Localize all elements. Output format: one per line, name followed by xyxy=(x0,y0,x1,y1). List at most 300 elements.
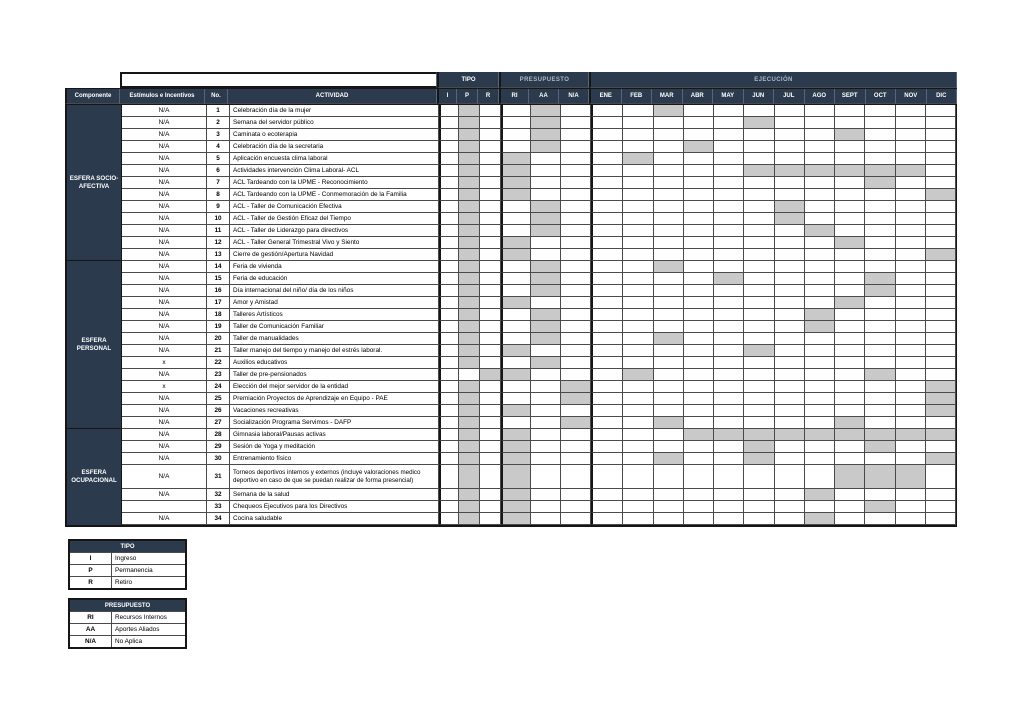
actividad-cell: ACL - Taller General Trimestral Vivo y Siento xyxy=(230,237,439,249)
presupuesto-cell-ri xyxy=(501,165,531,177)
row-number-cell: 15 xyxy=(207,273,230,285)
tipo-cell-i xyxy=(439,333,459,345)
month-cell-jul xyxy=(775,189,805,201)
estimulo-cell: N/A xyxy=(122,177,207,189)
month-cell-nov xyxy=(896,297,926,309)
month-cell-dic xyxy=(926,489,956,501)
presupuesto-cell-aa xyxy=(531,117,561,129)
header-spacer xyxy=(65,72,120,88)
legend-presupuesto-label: Recursos Internos xyxy=(115,614,167,621)
month-cell-mar xyxy=(654,285,684,297)
month-cell-jul xyxy=(775,453,805,465)
month-cell-mar xyxy=(654,417,684,429)
table-row xyxy=(122,321,956,333)
month-cell-sept xyxy=(835,489,865,501)
month-cell-sept xyxy=(835,501,865,513)
tipo-cell-r xyxy=(480,321,501,333)
month-cell-jul xyxy=(775,261,805,273)
presupuesto-cell-aa xyxy=(531,141,561,153)
tipo-cell-p xyxy=(459,117,480,129)
month-cell-abr xyxy=(684,165,714,177)
legend-presupuesto-rows xyxy=(70,611,185,647)
month-cell-dic xyxy=(926,297,956,309)
month-cell-nov xyxy=(896,237,926,249)
table-row xyxy=(122,213,956,225)
month-cell-ene xyxy=(591,441,623,453)
actividad-cell: Auxilios educativos xyxy=(230,357,439,369)
tipo-cell-p xyxy=(459,465,480,489)
month-cell-feb xyxy=(623,297,653,309)
month-cell-ene xyxy=(591,513,623,525)
month-cell-ago xyxy=(805,465,835,489)
month-cell-jun xyxy=(744,297,774,309)
presupuesto-cell-ri xyxy=(501,129,531,141)
estimulo-cell: N/A xyxy=(122,417,207,429)
table-row xyxy=(122,129,956,141)
actividad-cell: Sesión de Yoga y meditación xyxy=(230,441,439,453)
actividad-cell: Cocina saludable xyxy=(230,513,439,525)
month-cell-ago xyxy=(805,297,835,309)
month-cell-oct xyxy=(865,177,895,189)
legend-presupuesto-row xyxy=(70,611,185,623)
estimulo-cell: N/A xyxy=(122,225,207,237)
month-cell-may xyxy=(714,333,744,345)
tipo-cell-i xyxy=(439,189,459,201)
presupuesto-cell-na xyxy=(561,381,591,393)
month-cell-dic xyxy=(926,153,956,165)
month-cell-ago xyxy=(805,273,835,285)
table-row xyxy=(122,237,956,249)
actividad-cell: Cierre de gestión/Apertura Navidad xyxy=(230,249,439,261)
month-cell-ago xyxy=(805,249,835,261)
month-cell-abr xyxy=(684,153,714,165)
month-cell-abr xyxy=(684,309,714,321)
month-cell-ene xyxy=(591,357,623,369)
presupuesto-cell-ri xyxy=(501,213,531,225)
estimulo-cell: N/A xyxy=(122,369,207,381)
month-cell-may xyxy=(714,225,744,237)
month-cell-ene xyxy=(591,129,623,141)
tipo-cell-r xyxy=(480,513,501,525)
legend-presupuesto-label: No Aplica xyxy=(115,638,142,645)
estimulo-cell: N/A xyxy=(122,405,207,417)
month-cell-jul xyxy=(775,417,805,429)
month-cell-ago xyxy=(805,321,835,333)
month-cell-ene xyxy=(591,177,623,189)
actividad-cell: Talleres Artísticos xyxy=(230,309,439,321)
legend-tipo-code: I xyxy=(70,553,112,564)
month-cell-ene xyxy=(591,117,623,129)
row-number-cell: 34 xyxy=(207,513,230,525)
estimulo-cell: N/A xyxy=(122,129,207,141)
presupuesto-cell-aa xyxy=(531,189,561,201)
actividad-cell: Día internacional del niño/ día de los niños xyxy=(230,285,439,297)
tipo-cell-p xyxy=(459,237,480,249)
tipo-cell-r xyxy=(480,189,501,201)
month-cell-nov xyxy=(896,357,926,369)
componente-column xyxy=(67,105,122,525)
month-cell-sept xyxy=(835,285,865,297)
month-cell-sept xyxy=(835,345,865,357)
month-cell-ago xyxy=(805,225,835,237)
month-cell-oct xyxy=(865,465,895,489)
month-cell-ago xyxy=(805,489,835,501)
tipo-cell-p xyxy=(459,489,480,501)
presupuesto-cell-aa xyxy=(531,429,561,441)
month-cell-oct xyxy=(865,213,895,225)
estimulo-cell: N/A xyxy=(122,201,207,213)
month-cell-jul xyxy=(775,201,805,213)
month-cell-nov xyxy=(896,417,926,429)
presupuesto-cell-ri xyxy=(501,405,531,417)
month-cell-mar xyxy=(654,513,684,525)
presupuesto-cell-na xyxy=(561,177,591,189)
month-cell-dic xyxy=(926,309,956,321)
month-cell-ago xyxy=(805,189,835,201)
month-cell-jun xyxy=(744,369,774,381)
month-cell-jun xyxy=(744,453,774,465)
row-number-cell: 2 xyxy=(207,117,230,129)
month-cell-ene xyxy=(591,249,623,261)
month-cell-may xyxy=(714,453,744,465)
tipo-cell-r xyxy=(480,501,501,513)
month-cell-jul xyxy=(775,501,805,513)
month-cell-mar xyxy=(654,201,684,213)
month-cell-mar xyxy=(654,273,684,285)
month-cell-feb xyxy=(623,357,653,369)
month-cell-may xyxy=(714,357,744,369)
legend-presupuesto-row xyxy=(70,635,185,647)
month-cell-sept xyxy=(835,105,865,117)
presupuesto-cell-aa xyxy=(531,177,561,189)
month-cell-nov xyxy=(896,453,926,465)
month-cell-jun xyxy=(744,273,774,285)
month-cell-dic xyxy=(926,177,956,189)
month-cell-ago xyxy=(805,381,835,393)
tipo-cell-r xyxy=(480,153,501,165)
tipo-cell-p xyxy=(459,333,480,345)
row-number-cell: 25 xyxy=(207,393,230,405)
tipo-cell-r xyxy=(480,393,501,405)
presupuesto-cell-ri xyxy=(501,333,531,345)
tipo-cell-p xyxy=(459,369,480,381)
month-cell-may xyxy=(714,429,744,441)
month-cell-may xyxy=(714,261,744,273)
tipo-cell-r xyxy=(480,429,501,441)
month-cell-jul xyxy=(775,309,805,321)
month-cell-dic xyxy=(926,405,956,417)
month-cell-sept xyxy=(835,213,865,225)
month-cell-jun xyxy=(744,153,774,165)
month-cell-mar xyxy=(654,237,684,249)
tipo-cell-p xyxy=(459,357,480,369)
tipo-cell-r xyxy=(480,261,501,273)
legend-presupuesto-row xyxy=(70,623,185,635)
presupuesto-cell-na xyxy=(561,441,591,453)
month-cell-feb xyxy=(623,285,653,297)
presupuesto-cell-na xyxy=(561,333,591,345)
month-cell-mar xyxy=(654,189,684,201)
month-cell-oct xyxy=(865,237,895,249)
month-cell-feb xyxy=(623,309,653,321)
actividad-cell: Taller de Comunicación Familiar xyxy=(230,321,439,333)
legend-tipo-label: Retiro xyxy=(115,579,133,586)
month-cell-mar xyxy=(654,333,684,345)
month-cell-jun xyxy=(744,405,774,417)
legend-tipo-row xyxy=(70,552,185,564)
month-cell-abr xyxy=(684,249,714,261)
month-cell-jul xyxy=(775,117,805,129)
month-cell-jun xyxy=(744,417,774,429)
presupuesto-cell-ri xyxy=(501,393,531,405)
legend-presupuesto-label: Aportes Aliados xyxy=(115,626,160,633)
presupuesto-cell-aa xyxy=(531,357,561,369)
tipo-cell-r xyxy=(480,213,501,225)
month-cell-feb xyxy=(623,321,653,333)
month-cell-dic xyxy=(926,237,956,249)
legend-tipo-rows xyxy=(70,552,185,588)
row-number-cell: 31 xyxy=(207,465,230,489)
row-number-cell: 29 xyxy=(207,441,230,453)
month-cell-feb xyxy=(623,333,653,345)
presupuesto-cell-aa xyxy=(531,345,561,357)
header-month-mar: MAR xyxy=(652,89,683,104)
month-cell-feb xyxy=(623,417,653,429)
month-cell-nov xyxy=(896,177,926,189)
month-cell-oct xyxy=(865,345,895,357)
presupuesto-cell-aa xyxy=(531,441,561,453)
table-row xyxy=(122,369,956,381)
month-cell-abr xyxy=(684,225,714,237)
presupuesto-cell-aa xyxy=(531,369,561,381)
month-cell-may xyxy=(714,513,744,525)
actividad-cell: Feria de vivienda xyxy=(230,261,439,273)
month-cell-jun xyxy=(744,501,774,513)
month-cell-ene xyxy=(591,393,623,405)
month-cell-sept xyxy=(835,153,865,165)
presupuesto-cell-na xyxy=(561,393,591,405)
month-cell-feb xyxy=(623,405,653,417)
tipo-cell-p xyxy=(459,165,480,177)
month-cell-oct xyxy=(865,201,895,213)
month-cell-dic xyxy=(926,105,956,117)
month-cell-ene xyxy=(591,429,623,441)
month-cell-ene xyxy=(591,345,623,357)
legend-presupuesto-code: N/A xyxy=(70,636,112,647)
month-cell-nov xyxy=(896,441,926,453)
month-cell-abr xyxy=(684,345,714,357)
month-cell-feb xyxy=(623,345,653,357)
month-cell-dic xyxy=(926,213,956,225)
tipo-cell-i xyxy=(439,345,459,357)
month-cell-nov xyxy=(896,153,926,165)
tipo-cell-r xyxy=(480,489,501,501)
tipo-cell-i xyxy=(439,177,459,189)
month-cell-jul xyxy=(775,141,805,153)
month-cell-feb xyxy=(623,237,653,249)
tipo-cell-p xyxy=(459,261,480,273)
tipo-cell-p xyxy=(459,153,480,165)
estimulo-cell: N/A xyxy=(122,333,207,345)
month-cell-jul xyxy=(775,273,805,285)
month-cell-jul xyxy=(775,345,805,357)
month-cell-abr xyxy=(684,357,714,369)
month-cell-oct xyxy=(865,357,895,369)
month-cell-nov xyxy=(896,321,926,333)
presupuesto-cell-na xyxy=(561,369,591,381)
month-cell-abr xyxy=(684,141,714,153)
tipo-cell-p xyxy=(459,513,480,525)
tipo-cell-i xyxy=(439,129,459,141)
tipo-cell-i xyxy=(439,117,459,129)
month-cell-ago xyxy=(805,129,835,141)
month-cell-nov xyxy=(896,285,926,297)
month-cell-dic xyxy=(926,513,956,525)
month-cell-ago xyxy=(805,393,835,405)
month-cell-mar xyxy=(654,177,684,189)
month-cell-abr xyxy=(684,381,714,393)
month-cell-abr xyxy=(684,369,714,381)
actividad-cell: Entrenamiento físico xyxy=(230,453,439,465)
estimulo-cell: N/A xyxy=(122,453,207,465)
presupuesto-cell-ri xyxy=(501,381,531,393)
table-row xyxy=(122,273,956,285)
row-number-cell: 3 xyxy=(207,129,230,141)
month-cell-dic xyxy=(926,453,956,465)
month-cell-feb xyxy=(623,381,653,393)
actividad-cell: Aplicación encuesta clima laboral xyxy=(230,153,439,165)
month-cell-feb xyxy=(623,465,653,489)
presupuesto-cell-ri xyxy=(501,441,531,453)
month-cell-jun xyxy=(744,345,774,357)
month-cell-dic xyxy=(926,393,956,405)
month-cell-abr xyxy=(684,513,714,525)
month-cell-feb xyxy=(623,141,653,153)
month-cell-may xyxy=(714,129,744,141)
month-cell-ene xyxy=(591,285,623,297)
month-cell-ene xyxy=(591,417,623,429)
presupuesto-cell-ri xyxy=(501,489,531,501)
tipo-cell-p xyxy=(459,189,480,201)
estimulo-cell: N/A xyxy=(122,489,207,501)
tipo-cell-i xyxy=(439,489,459,501)
month-cell-may xyxy=(714,105,744,117)
presupuesto-cell-na xyxy=(561,261,591,273)
month-cell-mar xyxy=(654,393,684,405)
actividad-cell: Taller manejo del tiempo y manejo del estrés laboral. xyxy=(230,345,439,357)
presupuesto-cell-ri xyxy=(501,237,531,249)
tipo-cell-i xyxy=(439,309,459,321)
month-cell-sept xyxy=(835,405,865,417)
month-cell-nov xyxy=(896,201,926,213)
month-cell-jun xyxy=(744,333,774,345)
month-cell-may xyxy=(714,369,744,381)
actividad-cell: Torneos deportivos internos y externos (incluye valoraciones medico deportivo en caso de que se puedan realizar de forma presencial) xyxy=(230,465,439,489)
row-number-cell: 17 xyxy=(207,297,230,309)
month-cell-may xyxy=(714,417,744,429)
month-cell-oct xyxy=(865,129,895,141)
month-cell-abr xyxy=(684,105,714,117)
tipo-cell-p xyxy=(459,309,480,321)
month-cell-oct xyxy=(865,393,895,405)
month-cell-may xyxy=(714,345,744,357)
month-cell-ago xyxy=(805,213,835,225)
month-cell-sept xyxy=(835,117,865,129)
month-cell-nov xyxy=(896,213,926,225)
tipo-cell-r xyxy=(480,105,501,117)
month-cell-mar xyxy=(654,441,684,453)
table-row xyxy=(122,105,956,117)
presupuesto-cell-aa xyxy=(531,273,561,285)
tipo-cell-r xyxy=(480,465,501,489)
presupuesto-cell-aa xyxy=(531,465,561,489)
month-cell-jul xyxy=(775,297,805,309)
month-cell-dic xyxy=(926,165,956,177)
presupuesto-cell-na xyxy=(561,189,591,201)
estimulo-cell: N/A xyxy=(122,393,207,405)
month-cell-feb xyxy=(623,177,653,189)
month-cell-jul xyxy=(775,429,805,441)
month-cell-abr xyxy=(684,333,714,345)
month-cell-sept xyxy=(835,141,865,153)
tipo-cell-i xyxy=(439,213,459,225)
month-cell-nov xyxy=(896,345,926,357)
month-cell-oct xyxy=(865,489,895,501)
row-number-cell: 8 xyxy=(207,189,230,201)
table-row xyxy=(122,177,956,189)
presupuesto-cell-ri xyxy=(501,357,531,369)
month-cell-ago xyxy=(805,261,835,273)
header-estimulos: Estímulos e Incentivos xyxy=(120,89,205,104)
month-cell-feb xyxy=(623,513,653,525)
presupuesto-cell-ri xyxy=(501,309,531,321)
presupuesto-cell-na xyxy=(561,429,591,441)
month-cell-nov xyxy=(896,369,926,381)
legend-tipo-row xyxy=(70,564,185,576)
presupuesto-cell-aa xyxy=(531,105,561,117)
month-cell-ene xyxy=(591,105,623,117)
month-cell-sept xyxy=(835,189,865,201)
presupuesto-cell-ri xyxy=(501,117,531,129)
month-cell-mar xyxy=(654,501,684,513)
presupuesto-cell-ri xyxy=(501,105,531,117)
month-cell-may xyxy=(714,189,744,201)
row-number-cell: 32 xyxy=(207,489,230,501)
tipo-cell-i xyxy=(439,513,459,525)
tipo-cell-r xyxy=(480,345,501,357)
row-number-cell: 12 xyxy=(207,237,230,249)
month-cell-ago xyxy=(805,429,835,441)
tipo-cell-i xyxy=(439,441,459,453)
legend-tipo-label: Permanencia xyxy=(115,567,153,574)
month-cell-jul xyxy=(775,357,805,369)
row-number-cell: 6 xyxy=(207,165,230,177)
presupuesto-cell-aa xyxy=(531,381,561,393)
tipo-cell-r xyxy=(480,417,501,429)
month-cell-sept xyxy=(835,381,865,393)
header-presupuesto-group: PRESUPUESTO xyxy=(499,72,589,88)
presupuesto-cell-na xyxy=(561,249,591,261)
month-cell-mar xyxy=(654,465,684,489)
month-cell-sept xyxy=(835,417,865,429)
month-cell-sept xyxy=(835,309,865,321)
tipo-cell-i xyxy=(439,237,459,249)
month-cell-oct xyxy=(865,273,895,285)
month-cell-oct xyxy=(865,321,895,333)
legend-presupuesto-title: PRESUPUESTO xyxy=(70,600,185,611)
estimulo-cell: N/A xyxy=(122,261,207,273)
header-tipo-p: P xyxy=(457,89,478,104)
